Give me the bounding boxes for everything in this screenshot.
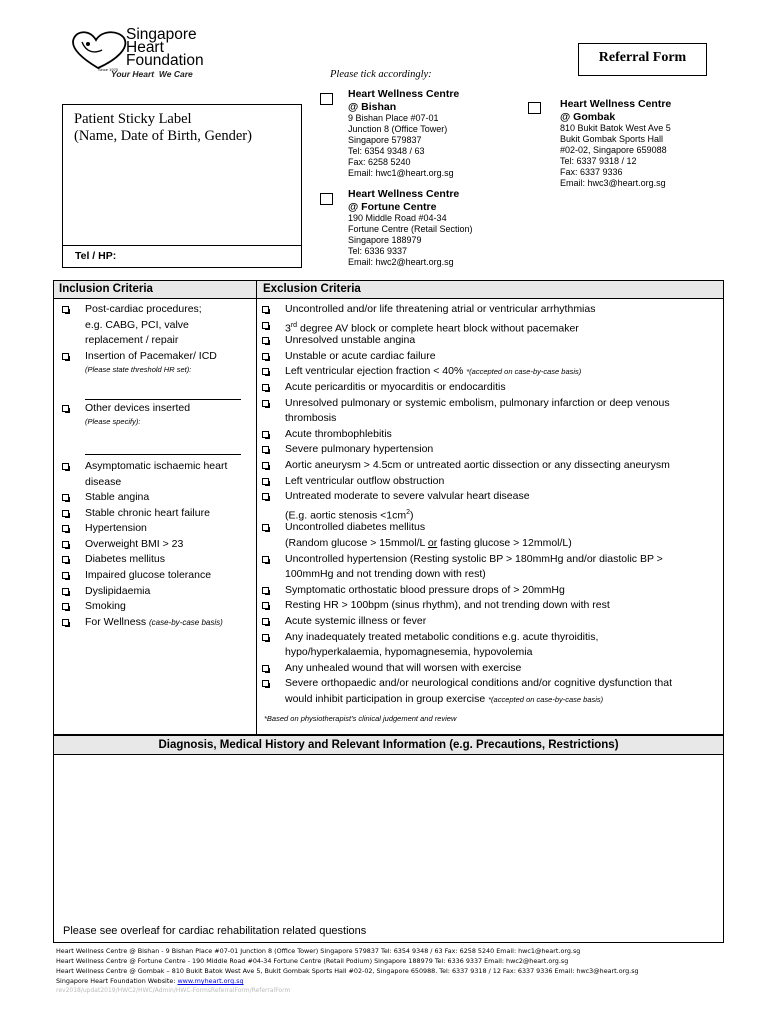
item-text: replacement / repair [85,334,179,347]
inclusion-item-other-devices[interactable] [62,401,252,427]
footer-line-bishan: Heart Wellness Centre @ Bishan - 9 Bishan Place #07-01 Junction 8 (Office Tower) Singapore 579837 Tel: 6354 9348 / 63 Fax: 6258 5240 Email: hwc1@heart.org.sg [56,947,581,955]
gombak-addr: 810 Bukit Batok West Ave 5 [560,123,671,133]
item-note: (Please specify): [85,416,141,426]
bishan-fax: Fax: 6258 5240 [348,157,411,167]
inclusion-item[interactable] [62,584,252,600]
item-text: Aortic aneurysm > 4.5cm or untreated aortic dissection or any dissecting aneurysm [285,459,670,471]
fortune-addr: Singapore 188979 [348,235,422,245]
bullet-checkbox [262,587,269,594]
threshold-hr-line[interactable] [85,399,241,400]
tagline-part-b: We Care [158,69,193,79]
superscript: 2 [406,508,410,516]
inclusion-item[interactable] [62,599,252,615]
bullet-checkbox [62,353,69,360]
exclusion-item[interactable] [262,614,722,630]
bullet-checkbox [262,368,269,375]
item-text: e.g. CABG, PCI, valve [85,318,189,331]
item-text: Overweight BMI > 23 [85,537,184,550]
sticky-label-text [74,111,252,145]
bullet-checkbox [262,493,269,500]
bullet-checkbox [62,588,69,595]
bullet-checkbox [62,572,69,579]
footer-line-gombak: Heart Wellness Centre @ Gombak – 810 Bukit Batok West Ave 5, Bukit Gombak Sports Hall #02-02, Singapore 650988. Tel: 6337 9318 / 12 Fax: 6337 9336 Email: hwc3@heart.org.sg [56,967,639,975]
bullet-checkbox [262,446,269,453]
inclusion-item[interactable] [62,506,252,522]
criteria-header [54,281,723,299]
item-text: Uncontrolled hypertension (Resting systolic BP > 180mmHg and/or diastolic BP > [285,552,663,565]
exclusion-item[interactable] [262,427,722,443]
exclusion-item[interactable] [262,349,722,365]
logo-line-singapore: Singapore [126,26,197,43]
bullet-checkbox [262,478,269,485]
fortune-addr: Fortune Centre (Retail Section) [348,224,473,234]
gombak-tel: Tel: 6337 9318 / 12 [560,156,637,166]
fortune-name2: @ Fortune Centre [348,200,437,213]
inclusion-title: Inclusion Criteria [59,283,153,295]
gombak-name2: @ Gombak [560,110,616,123]
diagnosis-title: Diagnosis, Medical History and Relevant Information (e.g. Precautions, Restrictions) [54,735,723,755]
gombak-addr: Bukit Gombak Sports Hall [560,134,664,144]
bishan-email: Email: hwc1@heart.org.sg [348,168,454,178]
item-text: Stable angina [85,491,150,503]
item-note: *(accepted on case-by-case basis) [488,694,604,704]
website-link[interactable]: www.myheart.org.sg [177,977,244,985]
bullet-checkbox [262,353,269,360]
bullet-checkbox [262,306,269,313]
footer-file-path: rev2018/updat2019/HWC2/HWC/Admin/HWC-FormsReferralForm/ReferralForm [56,987,291,994]
exclusion-item-hypertension[interactable] [262,552,722,583]
item-text: Acute thrombophlebitis [285,427,392,440]
item-text: Left ventricular ejection fraction < 40% [285,365,464,378]
inclusion-item[interactable] [62,521,252,537]
sticky-line2: (Name, Date of Birth, Gender) [74,128,252,144]
tagline-part-a: Your Heart [111,69,155,79]
item-text: Insertion of Pacemaker/ ICD [85,350,217,362]
item-text: Unresolved pulmonary or systemic embolism, pulmonary infarction or deep venous [285,396,670,409]
inclusion-item[interactable] [62,552,252,568]
footer-line-fortune: Heart Wellness Centre @ Fortune Centre - 190 Middle Road #04-34 Fortune Centre (Retail Podium) Singapore 188979 Tel: 6336 9337 Email: hwc2@heart.org.sg [56,957,569,965]
item-text: Hypertension [85,522,147,535]
exclusion-item-orthopaedic[interactable] [262,676,722,707]
item-text: Any inadequately treated metabolic conditions e.g. acute thyroiditis, [285,630,599,643]
tick-note: Please tick accordingly: [330,69,432,80]
item-text: Symptomatic orthostatic blood pressure drops of > 20mmHg [285,583,565,596]
item-note: (Please state threshold HR set): [85,364,192,374]
centre-fortune [348,188,473,268]
checkbox-gombak[interactable] [528,102,541,114]
item-note: (case-by-case basis) [149,617,223,627]
bullet-checkbox [262,556,269,563]
exclusion-item-metabolic[interactable] [262,630,722,661]
fortune-name: Heart Wellness Centre [348,188,460,200]
item-text: Other devices inserted [85,402,191,414]
bullet-checkbox [262,618,269,625]
inclusion-item-ischaemic[interactable] [62,459,252,490]
exclusion-item[interactable] [262,380,722,396]
item-text: 3 [285,322,291,335]
bullet-checkbox [262,322,269,329]
item-note: *(accepted on case-by-case basis) [466,367,582,377]
inclusion-item-post-cardiac[interactable] [62,302,252,349]
item-text: Severe pulmonary hypertension [285,443,434,456]
item-text: Uncontrolled diabetes mellitus [285,521,426,534]
sticky-line1: Patient Sticky Label [74,111,192,127]
heart-logo-icon [68,28,130,70]
exclusion-item[interactable] [262,583,722,599]
exclusion-item-embolism[interactable] [262,396,722,427]
item-text: Stable chronic heart failure [85,506,210,519]
centre-gombak [560,98,671,189]
item-text: Post-cardiac procedures; [85,303,202,315]
exclusion-item[interactable] [262,442,722,458]
item-text: Unresolved unstable angina [285,334,416,347]
superscript: rd [290,321,298,329]
bullet-checkbox [62,556,69,563]
bishan-addr: Singapore 579837 [348,135,422,145]
inclusion-item-wellness[interactable] [62,615,256,631]
bullet-checkbox [62,494,69,501]
inclusion-item[interactable] [62,568,252,584]
patient-sticky-label-box[interactable] [62,104,302,268]
item-text: Smoking [85,600,126,613]
item-text: would inhibit participation in group exercise [285,692,486,705]
bullet-checkbox [262,337,269,344]
item-text: Impaired glucose tolerance [85,569,212,581]
bullet-checkbox [262,665,269,672]
criteria-divider [256,281,257,734]
bullet-checkbox [262,524,269,531]
item-text: hypo/hyperkalaemia, hypomagnesemia, hypovolemia [285,646,533,659]
item-text: Diabetes mellitus [85,553,165,566]
bullet-checkbox [62,463,69,470]
diagnosis-note: Please see overleaf for cardiac rehabilitation related questions [63,925,367,937]
item-text: Dyslipidaemia [85,584,151,597]
bullet-checkbox [62,619,69,626]
bullet-checkbox [262,462,269,469]
exclusion-item[interactable] [262,474,722,490]
bishan-name: Heart Wellness Centre [348,88,460,100]
item-text: disease [85,475,122,488]
diagnosis-section[interactable] [53,735,724,943]
footer-website-label: Singapore Heart Foundation Website: [56,977,178,985]
exclusion-title: Exclusion Criteria [263,283,361,295]
tel-hp-field[interactable]: Tel / HP: [63,245,301,262]
bishan-name2: @ Bishan [348,100,397,113]
fortune-addr: 190 Middle Road #04-34 [348,213,447,223]
fortune-email: Email: hwc2@heart.org.sg [348,257,454,267]
bullet-checkbox [62,405,69,412]
item-text: Untreated moderate to severe valvular heart disease [285,490,530,503]
bullet-checkbox [262,602,269,609]
referral-form-title: Referral Form [578,43,707,76]
inclusion-item-pacemaker[interactable] [62,349,252,375]
logo-since: Since 1970 [98,67,119,72]
exclusion-item[interactable] [262,598,722,614]
item-text: Left ventricular outflow obstruction [285,474,445,487]
logo-tagline [111,69,193,79]
bullet-checkbox [62,510,69,517]
item-text: fasting glucose > 12mmol/L) [437,536,572,549]
bishan-tel: Tel: 6354 9348 / 63 [348,146,425,156]
item-text: Asymptomatic ischaemic heart [85,460,228,472]
exclusion-item-valvular[interactable] [262,489,722,524]
item-text: Acute systemic illness or fever [285,615,427,627]
bullet-checkbox [262,384,269,391]
footer-website [56,976,639,986]
item-text: Uncontrolled and/or life threatening atrial or ventricular arrhythmias [285,303,596,315]
item-text: (E.g. aortic stenosis <1cm [285,509,407,522]
item-text: Unstable or acute cardiac failure [285,349,436,362]
criteria-table [53,280,724,735]
bishan-addr: Junction 8 (Office Tower) [348,124,448,134]
logo-line-foundation: Foundation [126,52,204,69]
sgf-logo [68,24,248,84]
bullet-checkbox [62,541,69,548]
gombak-name: Heart Wellness Centre [560,98,672,110]
exclusion-item[interactable] [262,661,722,677]
gombak-addr: #02-02, Singapore 659088 [560,145,667,155]
bullet-checkbox [62,525,69,532]
item-text: Resting HR > 100bpm (sinus rhythm), and not trending down with rest [285,599,610,612]
item-text: Acute pericarditis or myocarditis or endocarditis [285,381,506,393]
exclusion-item[interactable] [262,458,722,474]
item-text: ) [410,509,414,522]
item-text: Severe orthopaedic and/or neurological conditions and/or cognitive dysfunction that [285,677,672,690]
logo-line-heart: Heart [126,39,164,56]
checkbox-bishan[interactable] [320,93,333,105]
exclusion-item-diabetes[interactable] [262,520,722,551]
inclusion-item[interactable] [62,537,252,553]
exclusion-item[interactable] [262,333,722,349]
item-text: Any unhealed wound that will worsen with exercise [285,661,522,674]
gombak-email: Email: hwc3@heart.org.sg [560,178,666,188]
bullet-checkbox [262,400,269,407]
item-text: degree AV block or complete heart block without pacemaker [297,322,579,335]
fortune-tel: Tel: 6336 9337 [348,246,408,256]
item-text: 100mmHg and not trending down with rest) [285,568,486,581]
gombak-fax: Fax: 6337 9336 [560,167,623,177]
bullet-checkbox [62,306,69,313]
inclusion-item[interactable] [62,490,252,506]
item-text: thrombosis [285,412,337,425]
item-text: (Random glucose > 15mmol/L [285,536,428,549]
exclusion-item-lvef[interactable] [262,364,722,380]
exclusion-footnote: *Based on physiotherapist's clinical judgement and review [264,714,457,723]
footer [56,946,639,996]
bullet-checkbox [262,680,269,687]
bullet-checkbox [262,634,269,641]
bullet-checkbox [62,603,69,610]
item-text: For Wellness [85,615,147,628]
bishan-addr: 9 Bishan Place #07-01 [348,113,439,123]
item-text-or: or [427,536,438,549]
bullet-checkbox [262,431,269,438]
checkbox-fortune[interactable] [320,193,333,205]
centre-bishan [348,88,459,179]
exclusion-item[interactable] [262,302,722,318]
other-devices-line[interactable] [85,454,241,455]
